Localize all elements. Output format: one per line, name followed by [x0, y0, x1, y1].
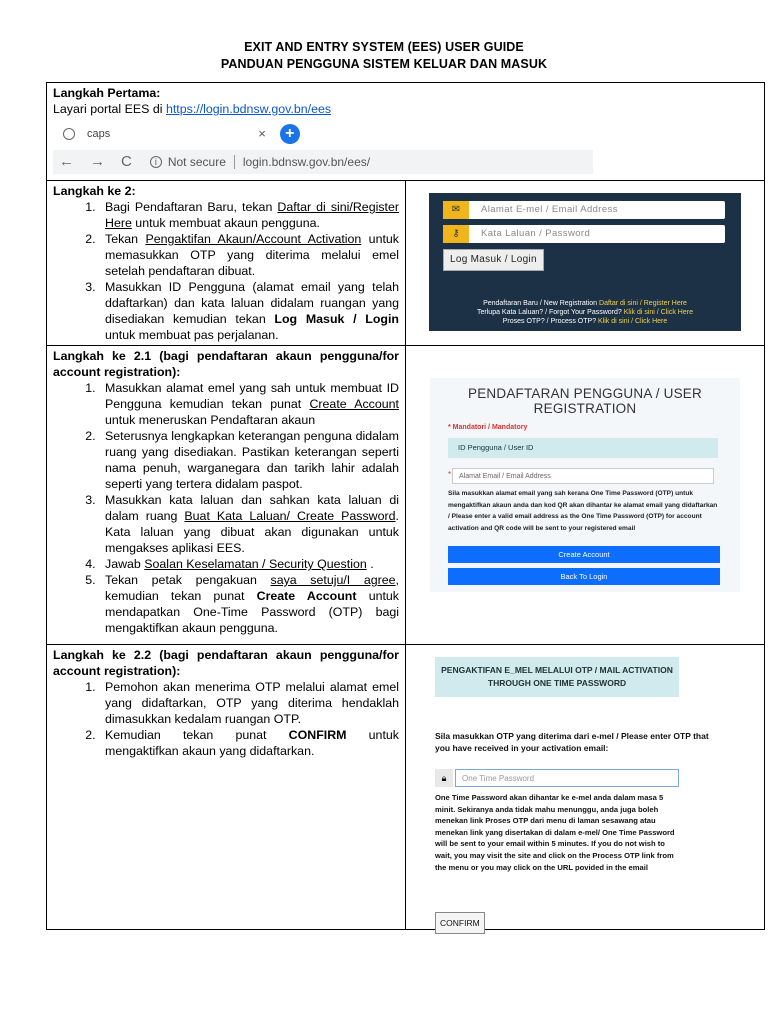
step21-item-text: Masukkan alamat emel yang sah untuk membuat ID Pengguna kemudian tekan punat — [105, 381, 399, 411]
email-placeholder: Alamat E-mel / Email Address — [481, 204, 618, 215]
forgot-password-link[interactable]: Klik di sini / Click Here — [623, 309, 693, 316]
login-button[interactable]: Log Masuk / Login — [443, 249, 544, 271]
step21-list — [53, 380, 399, 636]
step22-list — [53, 679, 399, 759]
create-account-ref: Create Account — [309, 397, 399, 411]
step1-heading: Langkah Pertama: — [53, 86, 161, 100]
step2-item — [99, 231, 399, 279]
step22-item-text: Kemudian tekan punat — [105, 728, 289, 742]
step21-row — [47, 346, 765, 645]
step1-text-prefix: Layari portal EES di — [53, 102, 166, 116]
create-account-bold: Create Account — [256, 589, 357, 603]
step21-item-text: . — [366, 557, 374, 571]
account-activation-link: Pengaktifan Akaun/Account Activation — [145, 232, 362, 246]
info-icon[interactable]: i — [150, 156, 162, 168]
step2-item-text: Masukkan ID Pengguna (alamat email yang telah ddaftarkan) dan kata laluan didalam ruangan yang disediakan kemudian tekan — [105, 280, 399, 326]
step21-item — [99, 428, 399, 492]
back-arrow-icon[interactable]: ← — [59, 153, 74, 170]
guide-title-ms: PANDUAN PENGGUNA SISTEM KELUAR DAN MASUK — [220, 57, 548, 71]
step21-heading: Langkah ke 2.1 (bagi pendaftaran akaun pengguna/for account registration): — [53, 349, 399, 379]
step1-row — [47, 83, 765, 181]
guide-table — [46, 82, 765, 930]
browser-tab-row — [53, 123, 593, 145]
login-form-screenshot — [429, 193, 741, 331]
login-footer-links — [429, 299, 741, 326]
step21-item — [99, 492, 399, 556]
ees-portal-link[interactable]: https://login.bdnsw.gov.bn/ees — [165, 102, 332, 116]
browser-address-row — [53, 150, 593, 174]
back-to-login-button[interactable]: Back To Login — [448, 568, 720, 585]
step2-item-text: Tekan — [105, 232, 146, 246]
i-agree-ref: saya setuju/I agree — [270, 573, 396, 587]
step22-item — [99, 727, 399, 759]
footer-line — [429, 317, 741, 326]
step21-item-text: untuk meneruskan Pendaftaran akaun — [105, 413, 316, 427]
step21-item-text: Jawab — [105, 557, 145, 571]
otp-title: PENGAKTIFAN E_MEL MELALUI OTP / MAIL ACTIVATION THROUGH ONE TIME PASSWORD — [435, 657, 679, 697]
not-secure-label: Not secure — [167, 155, 226, 169]
key-icon: ⚷ — [443, 225, 469, 243]
step21-item-text: Tekan petak pengakuan — [105, 573, 271, 587]
step2-heading: Langkah ke 2: — [53, 184, 136, 198]
password-field[interactable] — [443, 225, 725, 243]
browser-mock — [53, 123, 593, 178]
email-field[interactable] — [443, 201, 725, 219]
step21-item-text: Masukkan kata laluan dan sahkan kata laluan di dalam ruang — [105, 493, 399, 523]
step21-item — [99, 572, 399, 636]
register-here-link: Daftar di sini/Register Here — [105, 200, 399, 230]
lock-icon: 🔒︎ — [435, 769, 453, 787]
step22-item-text: untuk mengaktifkan akaun yang didaftarkan. — [105, 728, 399, 758]
globe-icon — [63, 128, 75, 140]
registration-email-note: Sila masukkan alamat email yang sah kerana One Time Password (OTP) untuk mengaktifkan akaun anda dan kod QR akan dihantar ke alamat email yang didaftarkan / Please enter a valid email address as the One Time Password (OTP) for account activation and QR code will be sent to your registered email — [448, 490, 718, 532]
otp-explanation: One Time Password akan dihantar ke e-mel anda dalam masa 5 minit. Sekiranya anda tidak mahu menunggu, anda juga boleh menekan link Proses OTP dari menu di laman sesawang atau menekan link yang disertakan di dalam e-mel/ One Time Password will be sent to your email within 5 minutes. If you do not wish to wait, you may visit the site and click on the Process OTP link from the menu or you may click on the URL povided in the email — [435, 793, 675, 872]
step21-item-text: , kemudian tekan punat — [105, 573, 399, 603]
confirm-button[interactable]: CONFIRM — [435, 912, 485, 934]
browser-url[interactable]: login.bdnsw.gov.bn/ees/ — [242, 155, 371, 169]
register-link[interactable]: Daftar di sini / Register Here — [599, 300, 687, 307]
otp-form-screenshot — [435, 657, 735, 927]
browser-tab-label[interactable]: caps — [87, 128, 111, 140]
step21-item-text: Seterusnya lengkapkan keterangan penguna didalam ruang yang disediakan. Pastikan keterangan seperti nama penuh, warganegara dan tarikh lahir adalah seperti yang tertera didalam paspot. — [105, 429, 399, 491]
footer-text: Terlupa Kata Laluan? / Forgot Your Password? — [477, 309, 624, 316]
footer-line — [429, 308, 741, 317]
step22-item-text: Pemohon akan menerima OTP melalui alamat emel yang didaftarkan, OTP yang diterima hendaklah dimasukkan kedalam ruangan OTP. — [105, 680, 399, 726]
step2-item-text: untuk membuat akaun pengguna. — [131, 216, 320, 230]
required-mark: * — [448, 470, 452, 479]
otp-prompt: Sila masukkan OTP yang diterima dari e-mel / Please enter OTP that you have received in your activation email: — [435, 731, 709, 753]
registration-email-field[interactable]: Alamat Email / Email Address — [452, 468, 714, 484]
close-tab-icon[interactable]: × — [258, 126, 266, 141]
step21-item-text: untuk mendapatkan One-Time Password (OTP) bagi mengaktifkan akaun pengguna. — [105, 589, 400, 635]
guide-title-en: EXIT AND ENTRY SYSTEM (EES) USER GUIDE — [244, 40, 524, 54]
step2-list — [53, 199, 399, 343]
user-id-label: ID Pengguna / User ID — [448, 438, 718, 458]
otp-input[interactable]: One Time Password — [455, 769, 679, 787]
new-tab-icon[interactable]: + — [280, 124, 300, 144]
registration-title: PENDAFTARAN PENGGUNA / USER REGISTRATION — [468, 386, 702, 416]
step22-heading: Langkah ke 2.2 (bagi pendaftaran akaun pengguna/for account registration): — [53, 648, 399, 678]
step22-item — [99, 679, 399, 727]
security-question-ref: Soalan Keselamatan / Security Question — [144, 557, 367, 571]
step2-item-text: Bagi Pendaftaran Baru, tekan — [105, 200, 278, 214]
step21-item-text: . Kata laluan yang dibuat akan digunakan untuk mengakses aplikasi EES. — [105, 509, 399, 555]
step2-item-text: untuk memasukkan OTP yang diterima melalui emel setelah pendaftaran dibuat. — [105, 232, 399, 278]
step2-item-text: untuk membuat pas perjalanan. — [105, 328, 279, 342]
step22-row — [47, 645, 765, 930]
step2-item — [99, 279, 399, 343]
create-account-button[interactable]: Create Account — [448, 546, 720, 563]
step21-item — [99, 380, 399, 428]
footer-text: Proses OTP? / Process OTP? — [502, 318, 599, 325]
step2-item — [99, 199, 399, 231]
reload-icon[interactable]: C — [121, 153, 132, 170]
footer-text: Pendaftaran Baru / New Registration — [483, 300, 600, 307]
step2-row — [47, 181, 765, 346]
confirm-bold: CONFIRM — [288, 728, 347, 742]
mandatory-note: * Mandatori / Mandatory — [448, 424, 528, 431]
envelope-icon: ✉ — [443, 201, 469, 219]
step21-item — [99, 556, 399, 572]
password-placeholder: Kata Laluan / Password — [481, 228, 591, 239]
forward-arrow-icon[interactable]: → — [90, 153, 105, 170]
process-otp-link[interactable]: Klik di sini / Click Here — [598, 318, 668, 325]
step1-text — [53, 101, 758, 117]
login-label: Log Masuk / Login — [274, 312, 399, 326]
address-separator — [234, 155, 235, 169]
create-password-ref: Buat Kata Laluan/ Create Password — [184, 509, 396, 523]
footer-line — [429, 299, 741, 308]
registration-form-screenshot — [430, 378, 740, 592]
